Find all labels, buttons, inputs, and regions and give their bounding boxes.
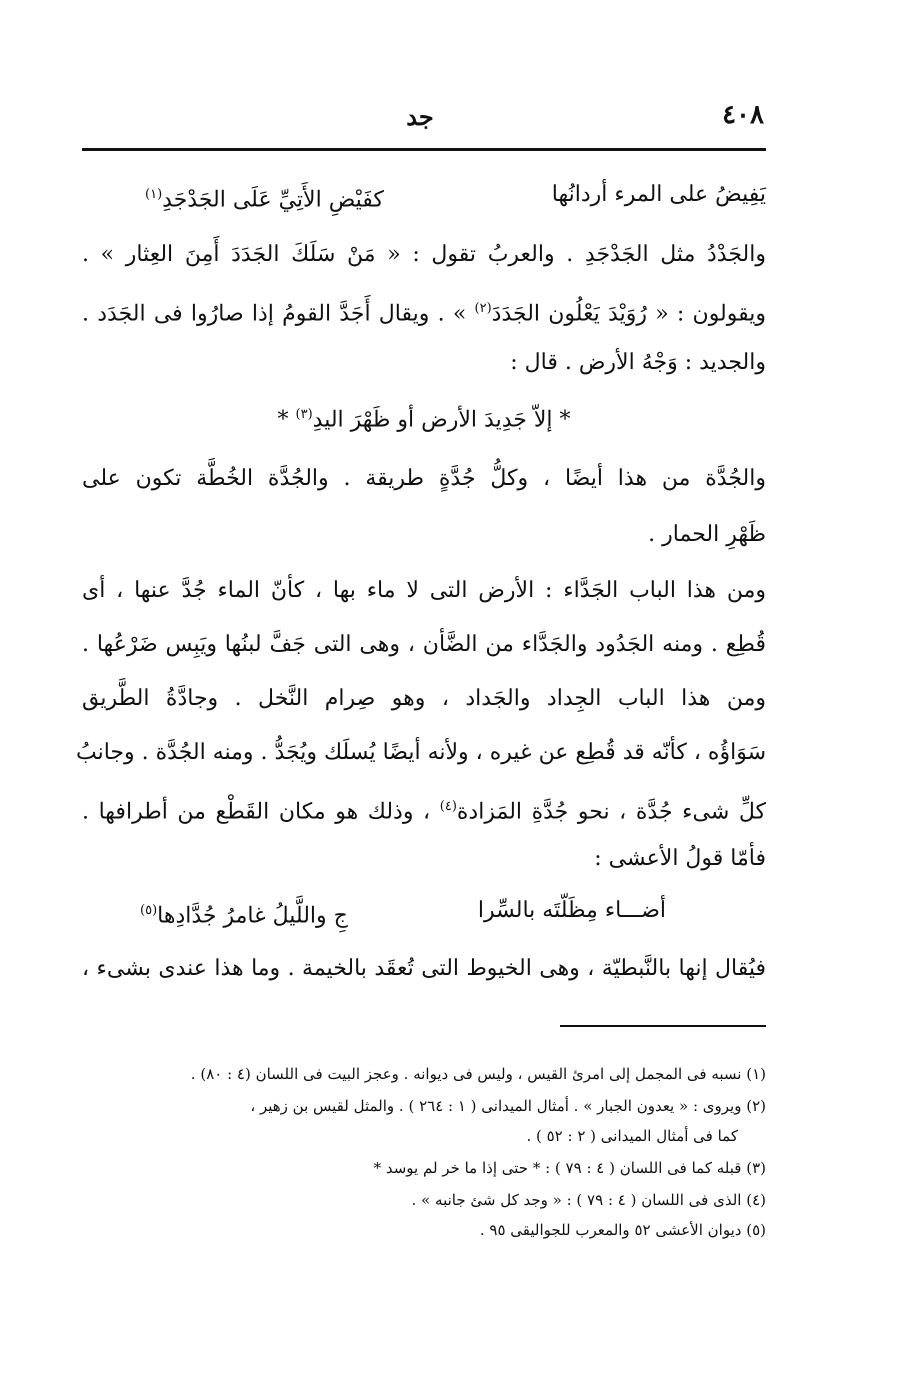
verse-1-first-text: يَفِيضُ على المرء أردانُها (551, 182, 766, 207)
text-line-12 (82, 790, 766, 829)
text-line-10: ومن هذا الباب الجِداد والجَداد ، وهو صِرام النَّخل . وجادَّةُ الطَّريق (82, 686, 766, 711)
verse-1-second-hemistich (145, 178, 384, 217)
text-line-12-part-b: ، وذلك هو مكان القَطْع من أطرافها . (82, 799, 440, 825)
text-line-13: فأمّا قولُ الأعشى : (594, 846, 766, 871)
text-line-9: قُطِع . ومنه الجَدُود والجَدَّاء من الضَّأن ، وهى التى جَفَّ لبنُها ويَبِس ضَرْعُها . (82, 632, 766, 657)
footnote-4: (٤) الذى فى اللسان ( ٤ : ٧٩ ) : « وجد كل شئ جانبه » . (411, 1191, 766, 1209)
text-line-8: ومن هذا الباب الجَدَّاء : الأرض التى لا ماء بها ، كأنّ الماء جُدَّ عنها ، أى (82, 578, 766, 603)
header-rule (82, 148, 766, 151)
text-line-6: والجُدَّة من هذا أيضًا ، وكلُّ جُدَّةٍ طريقة . والجُدَّة الخُطَّة تكون على (82, 466, 766, 491)
verse-3-second-text: جِ واللَّيلُ غامرُ جُدَّادِها (157, 903, 348, 929)
footnote-5: (٥) ديوان الأعشى ٥٢ والمعرب للجواليقى ٩٥ . (479, 1221, 766, 1239)
footnote-rule (560, 1025, 766, 1027)
verse-3-second-hemistich (140, 894, 348, 933)
verse-2-end: * (277, 407, 296, 433)
verse-1-second-text: كفَيْضِ الأَتِيِّ عَلَى الجَدْجَدِ (162, 187, 384, 213)
verse-1-first-hemistich (552, 178, 766, 212)
footnote-3: (٣) قبله كما فى اللسان ( ٤ : ٧٩ ) : * حتى إذا ما خر لم يوسد * (373, 1159, 766, 1177)
footnote-1: (١) نسبه فى المجمل إلى امرئ القيس ، وليس فى ديوانه . وعجز البيت فى اللسان (٤ : ٨٠) . (190, 1065, 766, 1083)
text-line-4: والجديد : وَجْهُ الأرض . قال : (510, 350, 766, 375)
text-line-15: فيُقال إنها بالنَّبطيّة ، وهى الخيوط التى تُعقَد بالخيمة . وما هذا عندى بشىء ، (82, 956, 766, 981)
footnote-ref-3: (٣) (295, 407, 313, 422)
text-line-7: ظَهْرِ الحمار . (648, 522, 766, 547)
verse-3-first-text: أضـــاء مِظَلّتَه بالسِّرا (477, 898, 666, 923)
footnote-ref-1: (١) (145, 187, 163, 202)
footnote-ref-4: (٤) (439, 799, 457, 814)
footnote-ref-2: (٢) (474, 301, 492, 316)
footnote-2: (٢) ويروى : « يعدون الجبار » . أمثال الميدانى ( ١ : ٢٦٤ ) . والمثل لقيس بن زهير ، (250, 1097, 766, 1115)
text-line-12-part-a: كلِّ شىء جُدَّة ، نحو جُدَّةِ المَزادة (456, 799, 766, 825)
verse-2-text: * إلاّ جَدِيدَ الأرض أو ظَهْرَ اليدِ (312, 407, 571, 433)
page-number: ٤٠٨ (722, 100, 764, 130)
footnote-ref-5: (٥) (140, 903, 158, 918)
verse-2 (82, 398, 766, 437)
text-line-3-part-a: ويقولون : « رُوَيْدَ يَعْلُون الجَدَدَ (491, 301, 766, 327)
text-line-3 (82, 292, 766, 331)
verse-3-first-hemistich (478, 894, 666, 928)
text-line-2: والجَدْدُ مثل الجَدْجَدِ . والعربُ تقول : « مَنْ سَلَكَ الجَدَدَ أَمِنَ العِثار » . (82, 242, 766, 267)
text-line-3-part-b: » . ويقال أَجَدَّ القومُ إذا صارُوا فى الجَدَد . (82, 301, 475, 327)
footnote-2-continued: كما فى أمثال الميدانى ( ٢ : ٥٢ ) . (526, 1127, 738, 1145)
text-line-11: سَوَاؤُه ، كأنّه قد قُطِع عن غيره ، ولأنه أيضًا يُسلَك ويُجَدُّ . ومنه الجُدَّة . وجانبُ (75, 740, 766, 765)
running-head: جد (406, 102, 434, 131)
